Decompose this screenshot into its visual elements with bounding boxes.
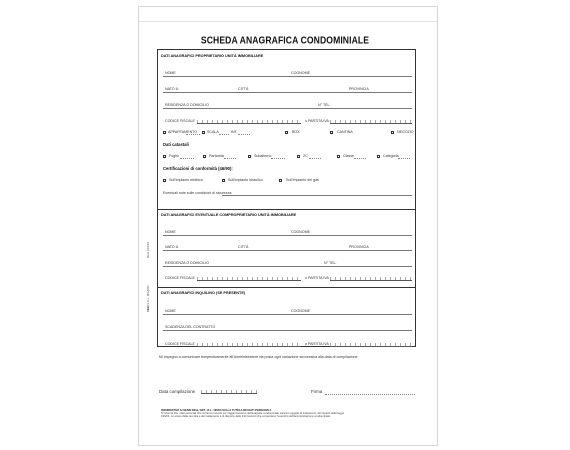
negozio-checkbox[interactable] — [391, 131, 394, 134]
co-owner-nome-label: NOME — [165, 230, 176, 234]
appartamento-label: APPARTAMENTO — [168, 130, 198, 134]
firma-line[interactable] — [325, 394, 415, 395]
subalterno-label: Subalterno — [254, 154, 272, 158]
scala-label: SCALA — [207, 130, 219, 134]
owner-tel-label: N° TEL. — [318, 103, 331, 107]
owner-residenza-label: RESIDENZA O DOMICILIO — [165, 103, 209, 107]
categoria-checkbox[interactable] — [377, 155, 380, 158]
co-owner-citta-label: CITTÀ — [238, 245, 249, 249]
owner-provincia-label: PROVINCIA — [349, 87, 369, 91]
co-owner-nato-line[interactable] — [163, 250, 412, 251]
classe-label: Classe — [343, 154, 354, 158]
particella-label: Particella — [209, 154, 224, 158]
int-fill[interactable] — [238, 134, 250, 135]
tenant-piva-label: o PARTITA IVA — [305, 342, 329, 346]
co-owner-cf-boxes[interactable] — [197, 277, 301, 281]
appartamento-checkbox[interactable] — [163, 131, 166, 134]
foglio-label: Foglio — [169, 154, 179, 158]
privacy-notice — [161, 409, 416, 419]
tenant-scadenza-line[interactable] — [163, 330, 412, 331]
zc-fill[interactable] — [309, 158, 321, 159]
privacy-line-2: 196/03. Lo scopo della raccolta e del trattamento è di disporre delle informazioni che consentano l'esercizio dell'amministrazione condominiale. — [161, 415, 331, 419]
owner-nato-label: NATO IL — [165, 87, 179, 91]
categoria-fill[interactable] — [398, 158, 410, 159]
tenant-cf-label: CODICE FISCALE — [165, 342, 195, 346]
tenant-divider — [157, 287, 416, 288]
co-owner-cognome-label: COGNOME — [291, 230, 310, 234]
subalterno-checkbox[interactable] — [248, 155, 251, 158]
negozio-label: NEGOZIO — [397, 130, 414, 134]
owner-piva-boxes[interactable] — [330, 120, 412, 124]
co-owner-section-header: DATI ANAGRAFICI EVENTUALE COMPROPRIETARIO UNITÀ IMMOBILIARE — [161, 213, 297, 217]
co-owner-piva-boxes[interactable] — [330, 277, 412, 281]
owner-nato-line[interactable] — [163, 92, 412, 93]
side-brand: SEBI S.R.L. MILANO — [146, 285, 150, 312]
zc-checkbox[interactable] — [297, 155, 300, 158]
firma-label: Firma — [311, 389, 323, 394]
subalterno-fill[interactable] — [271, 158, 285, 159]
tenant-nome-label: NOME — [165, 309, 176, 313]
owner-section-header: DATI ANAGRAFICI PROPRIETARIO UNITÀ IMMOBILIARE — [161, 54, 264, 58]
scala-fill[interactable] — [219, 134, 229, 135]
conformity-header: Certificazioni di conformità (46/90): — [163, 166, 233, 171]
tenant-cognome-label: COGNOME — [291, 309, 310, 313]
tenant-piva-boxes[interactable] — [330, 343, 412, 347]
form-title: SCHEDA ANAGRAFICA CONDOMINIALE — [200, 34, 370, 46]
owner-citta-label: CITTÀ — [238, 87, 249, 91]
tenant-nome-line[interactable] — [163, 314, 412, 315]
date-label: Data compilazione — [159, 389, 196, 394]
sheet-top-edge — [139, 21, 437, 22]
co-owner-residenza-line[interactable] — [163, 266, 412, 267]
scala-checkbox[interactable] — [202, 131, 205, 134]
elettrico-label: Sull'impianto elettrico — [169, 178, 203, 182]
tenant-cf-boxes[interactable] — [197, 343, 301, 347]
zc-label: ZC — [303, 154, 308, 158]
owner-residenza-line[interactable] — [163, 108, 412, 109]
idraulico-checkbox[interactable] — [222, 179, 225, 182]
co-owner-nato-label: NATO IL — [165, 245, 179, 249]
notes-label: Eventuali note sulle condizioni di sicurezza: — [163, 191, 233, 195]
foglio-checkbox[interactable] — [163, 155, 166, 158]
box-label: BOX — [292, 130, 300, 134]
categoria-label: Categoria — [383, 154, 399, 158]
privacy-heading: INFORMATIVA AI SENSI DELL'ART. 13 L. 196/03 SULLA TUTELA DEI DATI PERSONALI — [161, 409, 271, 412]
co-owner-nome-line[interactable] — [163, 235, 412, 236]
foglio-fill[interactable] — [180, 158, 194, 159]
box-checkbox[interactable] — [285, 131, 288, 134]
co-owner-cf-label: CODICE FISCALE — [165, 276, 195, 280]
co-owner-tel-label: N° TEL. — [324, 261, 337, 265]
particella-checkbox[interactable] — [203, 155, 206, 158]
gas-checkbox[interactable] — [279, 179, 282, 182]
elettrico-checkbox[interactable] — [163, 179, 166, 182]
co-owner-divider — [157, 209, 416, 210]
cantina-label: CANTINA — [337, 130, 353, 134]
owner-nome-line[interactable] — [163, 76, 412, 77]
owner-cognome-label: COGNOME — [291, 71, 310, 75]
date-boxes[interactable] — [201, 390, 257, 394]
appartamento-fill[interactable] — [186, 134, 200, 135]
gas-label: Sull'impianto del gas — [286, 178, 319, 182]
owner-nome-label: NOME — [165, 71, 176, 75]
owner-piva-label: o PARTITA IVA — [305, 119, 329, 123]
tenant-scadenza-label: SCADENZA DEL CONTRATTO — [165, 325, 216, 329]
cantina-checkbox[interactable] — [330, 131, 333, 134]
commitment-note: Mi impegno a comunicare tempestivamente all'Amministratore via posta ogni variazione successiva alla data di compilazione. — [159, 355, 359, 359]
classe-fill[interactable] — [354, 158, 366, 159]
int-label: INT. — [231, 130, 238, 134]
side-code: Mod. XXXXX — [146, 241, 150, 258]
co-owner-piva-label: o PARTITA IVA — [305, 276, 329, 280]
form-frame — [157, 49, 416, 347]
classe-checkbox[interactable] — [337, 155, 340, 158]
co-owner-residenza-label: RESIDENZA O DOMICILIO — [165, 261, 209, 265]
owner-cf-label: CODICE FISCALE — [165, 119, 195, 123]
notes-line[interactable] — [222, 195, 412, 196]
tenant-section-header: DATI ANAGRAFICI INQUILINO (SE PRESENTE) — [161, 291, 246, 295]
particella-fill[interactable] — [224, 158, 236, 159]
owner-cf-boxes[interactable] — [197, 120, 301, 124]
co-owner-provincia-label: PROVINCIA — [349, 245, 369, 249]
idraulico-label: Sull'impianto idraulico — [228, 178, 263, 182]
privacy-line-1: Si informa che i dati personali che verranno raccolti per l'aggiornamento dell'anagrafe condominiale saranno oggetto di trattamento nel rispetto della legge — [161, 412, 344, 416]
cadastral-header: Dati catastali — [163, 142, 189, 147]
